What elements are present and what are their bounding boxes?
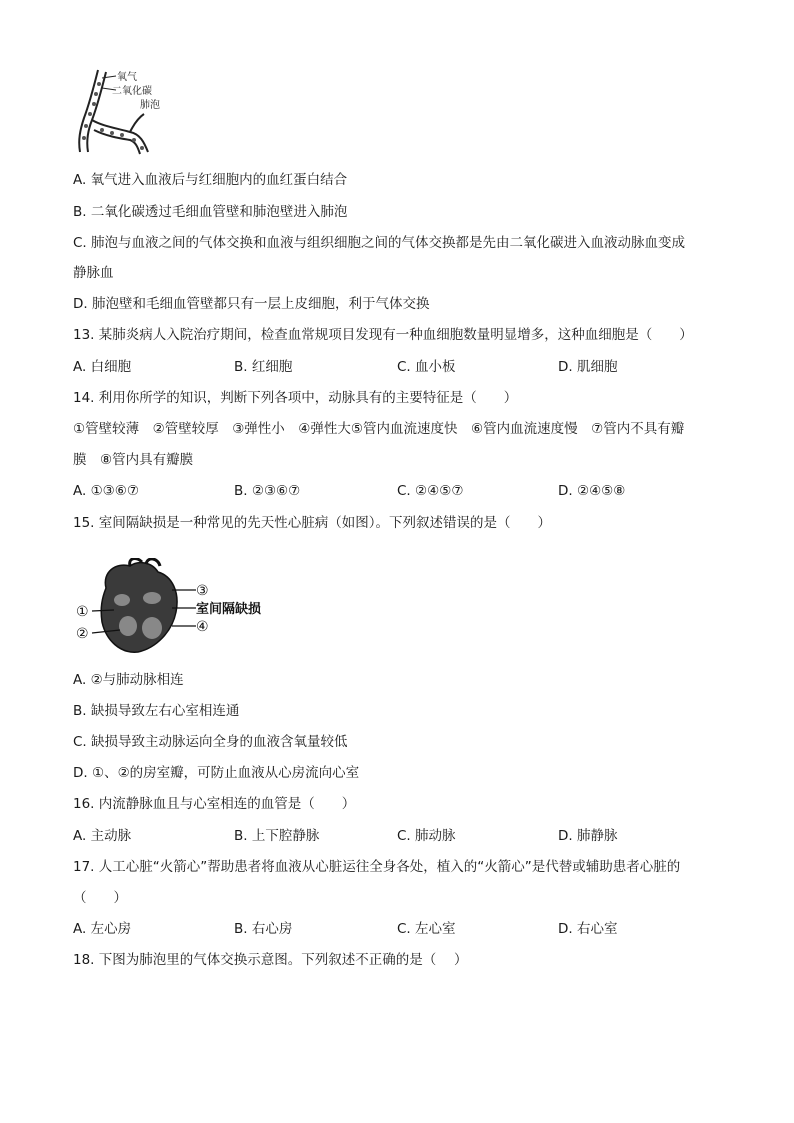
q17-stem: 17. 人工心脏“火箭心”帮助患者将血液从心脏运往全身各处，植入的“火箭心”是代替或辅助患者心脏的	[73, 859, 681, 875]
q13-option-d: D. 肌细胞	[558, 359, 618, 375]
q13-option-c: C. 血小板	[397, 359, 456, 375]
q14-option-b: B. ②③⑥⑦	[234, 483, 301, 499]
q16-option-a: A. 主动脉	[73, 828, 132, 844]
q12-option-c-cont: 静脉血	[73, 265, 114, 281]
q14-option-a: A. ①③⑥⑦	[73, 483, 139, 499]
oxygen-label: 氧气	[117, 72, 137, 83]
q17-option-b: B. 右心房	[234, 921, 293, 937]
heart-label-1: ①	[76, 604, 89, 620]
alveolus-label: 肺泡	[140, 100, 160, 111]
q13-option-a: A. 白细胞	[73, 359, 132, 375]
heart-label-4: ④	[196, 619, 209, 635]
alveolus-gas-exchange-figure	[72, 66, 172, 158]
q16-stem: 16. 内流静脉血且与心室相连的血管是（ ）	[73, 796, 356, 812]
q14-items-line2: 膜 ⑧管内具有瓣膜	[73, 452, 194, 468]
q12-option-c: C. 肺泡与血液之间的气体交换和血液与组织细胞之间的气体交换都是先由二氧化碳进入血液动脉血变成	[73, 235, 686, 251]
q13-option-b: B. 红细胞	[234, 359, 293, 375]
q18-stem: 18. 下图为肺泡里的气体交换示意图。下列叙述不正确的是（ ）	[73, 952, 468, 968]
q15-stem: 15. 室间隔缺损是一种常见的先天性心脏病（如图）。下列叙述错误的是（ ）	[73, 515, 552, 531]
co2-label: 二氧化碳	[112, 86, 152, 97]
q15-option-a: A. ②与肺动脉相连	[73, 672, 184, 688]
q15-option-c: C. 缺损导致主动脉运向全身的血液含氧量较低	[73, 734, 348, 750]
q13-stem: 13. 某肺炎病人入院治疗期间，检查血常规项目发现有一种血细胞数量明显增多，这种血细胞是（ ）	[73, 327, 693, 343]
q14-option-c: C. ②④⑤⑦	[397, 483, 464, 499]
heart-septal-defect-figure	[72, 558, 272, 658]
q17-stem-paren: （ ）	[73, 890, 127, 906]
q15-option-b: B. 缺损导致左右心室相连通	[73, 703, 240, 719]
q17-option-d: D. 右心室	[558, 921, 618, 937]
q12-option-d: D. 肺泡壁和毛细血管壁都只有一层上皮细胞，利于气体交换	[73, 296, 430, 312]
q14-stem: 14. 利用你所学的知识，判断下列各项中，动脉具有的主要特征是（ ）	[73, 390, 518, 406]
q17-option-a: A. 左心房	[73, 921, 132, 937]
q12-option-a: A. 氧气进入血液后与红细胞内的血红蛋白结合	[73, 172, 348, 188]
q17-option-c: C. 左心室	[397, 921, 456, 937]
q16-option-d: D. 肺静脉	[558, 828, 618, 844]
septal-defect-label: 室间隔缺损	[196, 602, 262, 617]
q16-option-c: C. 肺动脉	[397, 828, 456, 844]
q14-option-d: D. ②④⑤⑧	[558, 483, 626, 499]
heart-label-2: ②	[76, 626, 89, 642]
q12-option-b: B. 二氧化碳透过毛细血管壁和肺泡壁进入肺泡	[73, 204, 348, 220]
heart-label-3: ③	[196, 583, 209, 599]
q15-option-d: D. ①、②的房室瓣，可防止血液从心房流向心室	[73, 765, 360, 781]
q14-items-line1: ①管壁较薄 ②管壁较厚 ③弹性小 ④弹性大⑤管内血流速度快 ⑥管内血流速度慢 ⑦管内不具有瓣	[73, 421, 685, 437]
q16-option-b: B. 上下腔静脉	[234, 828, 320, 844]
